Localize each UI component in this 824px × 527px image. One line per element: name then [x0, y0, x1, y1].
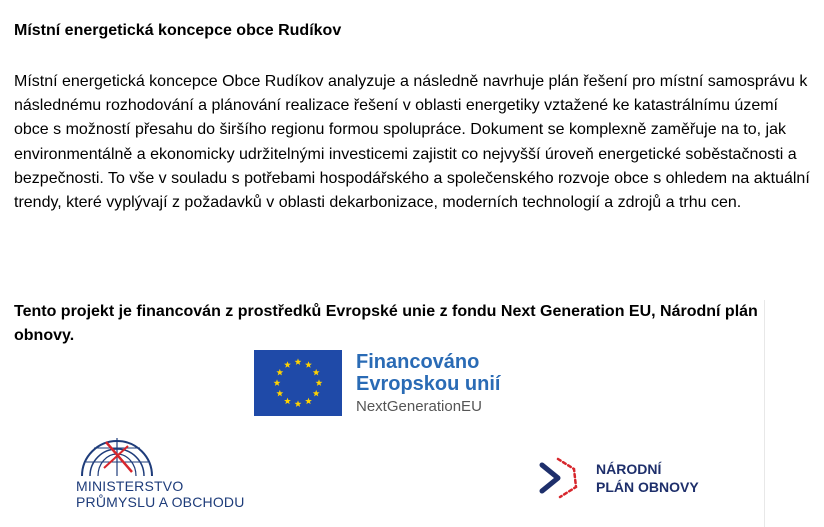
eu-funding-logo: [254, 350, 524, 420]
funding-statement: Tento projekt je financován z prostředků Evropské unie z fondu Next Generation EU, Národní plán obnovy.: [14, 303, 758, 344]
right-divider: [764, 300, 765, 527]
eu-logo-line2: Evropskou unií: [356, 373, 501, 395]
recovery-plan-logo-line2: PLÁN OBNOVY: [596, 479, 699, 495]
recovery-plan-mark-icon: [536, 455, 582, 501]
national-recovery-plan-logo: [536, 455, 736, 505]
globe-icon: [76, 432, 158, 476]
document-body: Místní energetická koncepce Obce Rudíkov analyzuje a následně navrhuje plán řešení pro místní samosprávu k následnému rozhodování a plánování realizace řešení v oblasti energetiky vztažené ke katastrálnímu území obce s možností přesahu do širšího regionu formou spolupráce. Dokument se komplexně zaměřuje na to, jak environmentálně a ekonomicky udržitelnými investicemi zajistit co nejvyšší úroveň energetické soběstačnosti a bezpečnosti. To vše v souladu s potřebami hospodářského a společenského rozvoje obce s ohledem na aktuální trendy, které vyplývají z požadavků v oblasti dekarbonizace, moderních technologií a zdrojů a trhu cen.: [14, 73, 810, 212]
eu-logo-line1: Financováno: [356, 351, 480, 373]
ministry-logo-line1: MINISTERSTVO: [76, 478, 184, 494]
ministry-logo-line2: PRŮMYSLU A OBCHODU: [76, 494, 245, 510]
document-title: Místní energetická koncepce obce Rudíkov: [14, 22, 342, 39]
eu-logo-line3: NextGenerationEU: [356, 398, 482, 415]
ministry-logo: [76, 432, 276, 518]
recovery-plan-logo-line1: NÁRODNÍ: [596, 461, 662, 477]
eu-flag-icon: [254, 350, 342, 416]
